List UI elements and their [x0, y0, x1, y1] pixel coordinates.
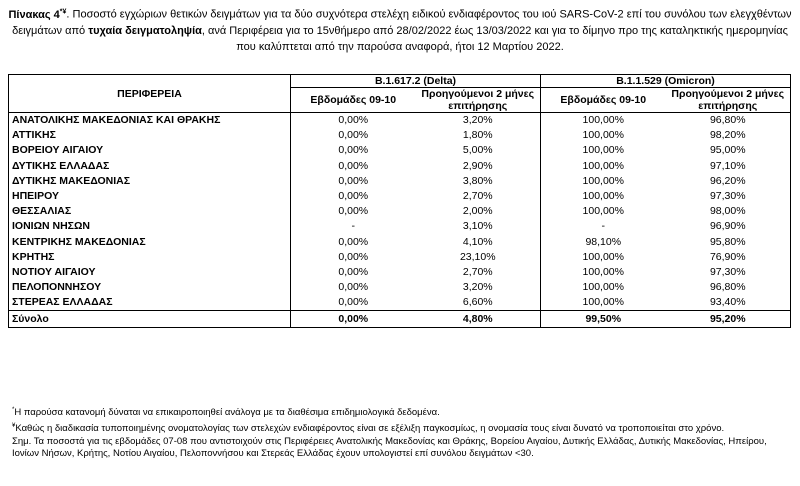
value-cell-d-w: 0,00%: [291, 295, 416, 311]
value-cell-d-w: 0,00%: [291, 174, 416, 189]
value-cell-o-p: 97,30%: [709, 265, 746, 278]
table-row: [9, 128, 791, 143]
value-cell-o-w: 100,00%: [541, 128, 666, 143]
region-name: ΚΡΗΤΗΣ: [12, 250, 55, 263]
table-row: [9, 143, 791, 158]
region-name: Σύνολο: [9, 311, 291, 328]
variants-table: [8, 74, 791, 328]
total-row: [9, 311, 791, 328]
value-cell-o-p: 95,20%: [666, 311, 791, 328]
value-cell-o-w: 98,10%: [541, 235, 666, 250]
table-row: [9, 219, 791, 234]
caption-text-after: , ανά Περιφέρεια για το 15νθήμερο από 28/02/2022 έως 13/03/2022 και για το δίμηνο προ της καταληκτικής ημερομηνίας που καλύπτεται από την παρούσα αναφορά, ήτοι 12 Μαρτίου 2022.: [201, 24, 788, 53]
delta-weeks-header: Εβδομάδες 09-10: [291, 88, 416, 113]
table-row: [9, 235, 791, 250]
value-cell-d-w: 0,00%: [291, 143, 416, 158]
value-cell-o-w: 100,00%: [541, 113, 666, 129]
value-cell-o-w: 100,00%: [541, 204, 666, 219]
value-cell-o-p: 96,90%: [709, 220, 746, 233]
value-cell-d-p: 6,60%: [462, 296, 493, 309]
table-row: [9, 265, 791, 280]
value-cell-d-w: 0,00%: [291, 265, 416, 280]
region-name: ΔΥΤΙΚΗΣ ΜΑΚΕΔΟΝΙΑΣ: [12, 174, 131, 187]
region-name: ΒΟΡΕΙΟΥ ΑΙΓΑΙΟΥ: [12, 144, 104, 157]
caption-text-bold: τυχαία δειγματοληψία: [88, 24, 202, 37]
value-cell-o-w: 100,00%: [541, 265, 666, 280]
region-name: ΚΕΝΤΡΙΚΗΣ ΜΑΚΕΔΟΝΙΑΣ: [12, 235, 146, 248]
value-cell-o-p: 97,30%: [709, 190, 746, 203]
value-cell-o-p: 96,20%: [709, 174, 746, 187]
value-cell-o-w: 100,00%: [541, 159, 666, 174]
value-cell-o-p: 97,10%: [709, 159, 746, 172]
value-cell-d-p: 3,10%: [462, 220, 493, 233]
value-cell-o-p: 95,00%: [709, 144, 746, 157]
value-cell-d-w: 0,00%: [291, 204, 416, 219]
value-cell-d-w: 0,00%: [291, 159, 416, 174]
footnote-2: ¥Καθώς η διαδικασία τυποποιημένης ονοματολογίας των στελεχών ενδιαφέροντος είναι σε εξέλιξη παγκοσμίως, η ονομασία τους είναι δυνατό να τροποποιείται στο χρόνο.: [12, 422, 725, 434]
region-name: ΗΠΕΙΡΟΥ: [12, 190, 59, 203]
region-name: ΝΟΤΙΟΥ ΑΙΓΑΙΟΥ: [12, 265, 96, 278]
value-cell-o-p: 76,90%: [709, 250, 746, 263]
caption-label: Πίνακας 4*¥: [8, 8, 67, 21]
value-cell-d-p: 2,90%: [462, 159, 493, 172]
value-cell-d-p: 3,20%: [462, 114, 493, 127]
value-cell-d-p: 4,80%: [416, 311, 541, 328]
footnotes: [12, 404, 792, 461]
region-name: ΑΝΑΤΟΛΙΚΗΣ ΜΑΚΕΔΟΝΙΑΣ ΚΑΙ ΘΡΑΚΗΣ: [12, 114, 221, 127]
table-caption: [6, 4, 794, 55]
table-row: [9, 174, 791, 189]
value-cell-d-p: 5,00%: [462, 144, 493, 157]
value-cell-d-p: 3,20%: [462, 281, 493, 294]
region-name: ΣΤΕΡΕΑΣ ΕΛΛΑΔΑΣ: [12, 296, 113, 309]
value-cell-d-w: 0,00%: [291, 311, 416, 328]
value-cell-d-w: -: [291, 219, 416, 234]
footnote-1: *Η παρούσα κατανομή δύναται να επικαιροποιηθεί ανάλογα με τα διαθέσιμα επιδημιολογικά δεδομένα.: [12, 407, 440, 419]
value-cell-d-w: 0,00%: [291, 189, 416, 204]
value-cell-d-w: 0,00%: [291, 128, 416, 143]
region-name: ΘΕΣΣΑΛΙΑΣ: [12, 205, 72, 218]
delta-header: B.1.617.2 (Delta): [291, 75, 541, 88]
value-cell-o-p: 96,80%: [709, 114, 746, 127]
value-cell-o-w: 100,00%: [541, 174, 666, 189]
region-header: ΠΕΡΙΦΕΡΕΙΑ: [9, 75, 291, 113]
table-row: [9, 159, 791, 174]
footnote-note: Σημ. Τα ποσοστά για τις εβδομάδες 07-08 που αντιστοιχούν στις Περιφέρειες Ανατολικής Μακεδονίας και Θράκης, Βορείου Αιγαίου, Δυτικής Ελλάδας, Δυτικής Μακεδονίας, Ηπείρου, Ιονίων Νήσων, Κρήτης, Νοτίου Αιγαίου, Πελοποννήσου και Στερεάς Ελλάδας έχουν υπολογιστεί επί συνόλου δειγμάτων <30.: [12, 435, 767, 460]
value-cell-o-w: 99,50%: [541, 311, 666, 328]
value-cell-o-p: 98,00%: [709, 205, 746, 218]
table-row: [9, 250, 791, 265]
value-cell-o-w: 100,00%: [541, 250, 666, 265]
delta-prev-header: Προηγούμενοι 2 μήνες επιτήρησης: [416, 88, 541, 113]
value-cell-d-w: 0,00%: [291, 113, 416, 129]
table-row: [9, 280, 791, 295]
region-name: ΑΤΤΙΚΗΣ: [12, 129, 56, 142]
value-cell-o-p: 98,20%: [709, 129, 746, 142]
value-cell-o-w: 100,00%: [541, 295, 666, 311]
omicron-prev-header: Προηγούμενοι 2 μήνες επιτήρησης: [666, 88, 791, 113]
value-cell-d-p: 4,10%: [462, 235, 493, 248]
value-cell-d-p: 23,10%: [459, 250, 496, 263]
value-cell-o-p: 93,40%: [709, 296, 746, 309]
value-cell-o-w: 100,00%: [541, 189, 666, 204]
value-cell-d-p: 2,00%: [462, 205, 493, 218]
value-cell-o-w: 100,00%: [541, 143, 666, 158]
value-cell-o-w: 100,00%: [541, 280, 666, 295]
value-cell-d-p: 1,80%: [462, 129, 493, 142]
value-cell-d-w: 0,00%: [291, 280, 416, 295]
table-row: [9, 204, 791, 219]
omicron-weeks-header: Εβδομάδες 09-10: [541, 88, 666, 113]
table-row: [9, 295, 791, 311]
table-row: [9, 189, 791, 204]
value-cell-o-w: -: [541, 219, 666, 234]
value-cell-o-p: 95,80%: [709, 235, 746, 248]
region-name: ΙΟΝΙΩΝ ΝΗΣΩΝ: [12, 220, 90, 233]
table-row: [9, 113, 791, 129]
value-cell-o-p: 96,80%: [709, 281, 746, 294]
omicron-header: B.1.1.529 (Omicron): [541, 75, 791, 88]
value-cell-d-p: 2,70%: [462, 265, 493, 278]
caption-text-before: . Ποσοστό εγχώριων θετικών δειγμάτων για τα δύο συχνότερα στελέχη ειδικού ενδιαφέροντος του ιού SARS-CoV-2 επί του συνόλου των ελεγχθέντων δειγμάτων από: [12, 8, 792, 37]
value-cell-d-p: 2,70%: [462, 190, 493, 203]
value-cell-d-p: 3,80%: [462, 174, 493, 187]
region-name: ΠΕΛΟΠΟΝΝΗΣΟΥ: [12, 281, 102, 294]
region-name: ΔΥΤΙΚΗΣ ΕΛΛΑΔΑΣ: [12, 159, 110, 172]
value-cell-d-w: 0,00%: [291, 250, 416, 265]
value-cell-d-w: 0,00%: [291, 235, 416, 250]
